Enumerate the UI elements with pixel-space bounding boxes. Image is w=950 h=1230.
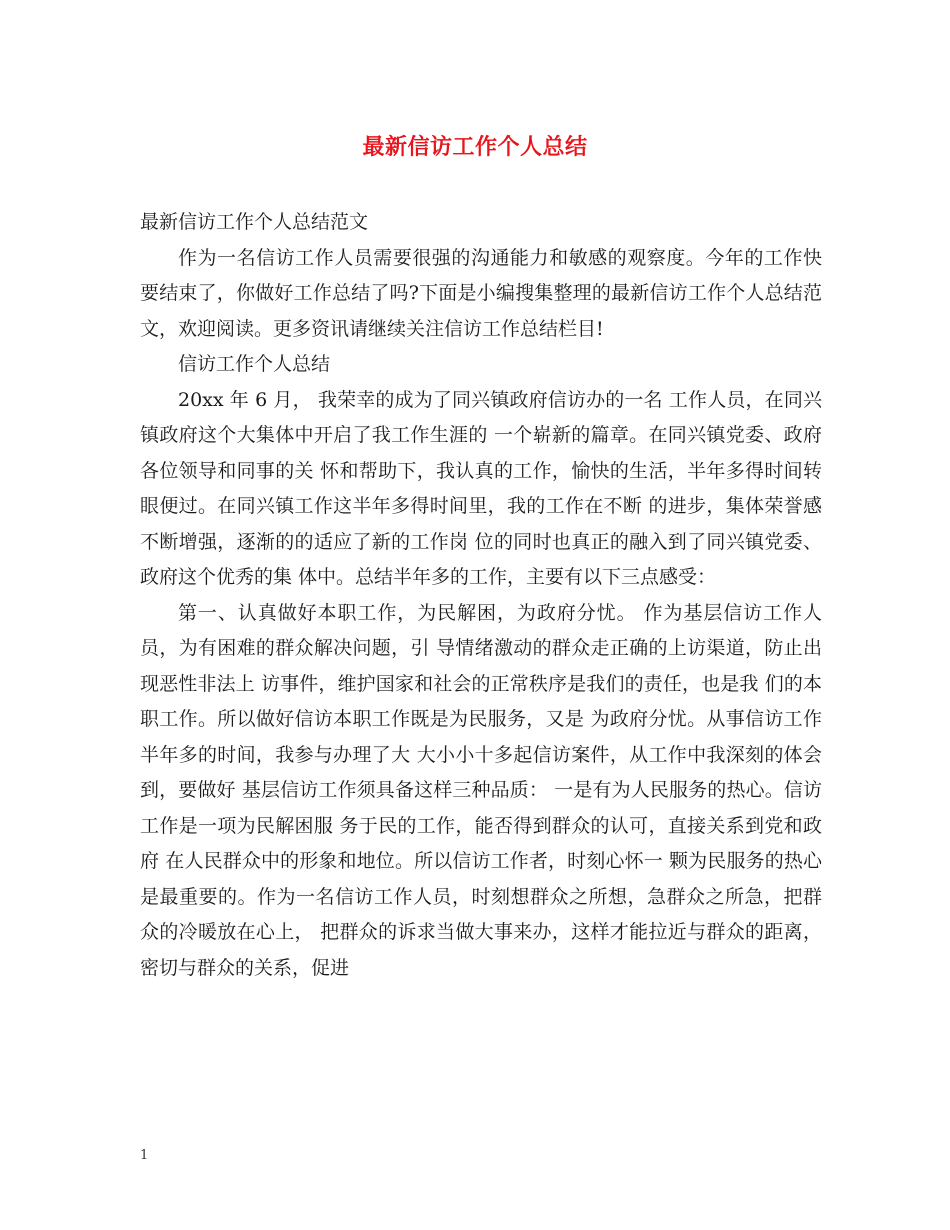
- page-number: 1: [140, 1148, 149, 1163]
- intro-paragraph: 作为一名信访工作人员需要很强的沟通能力和敏感的观察度。今年的工作快要结束了，你做好工作总结了吗?下面是小编搜集整理的最新信访工作个人总结范文，欢迎阅读。更多资讯请继续关注信访工作总结栏目!: [140, 246, 822, 340]
- section-heading: 信访工作个人总结: [178, 353, 331, 375]
- body-paragraph-1: 20xx 年 6 月， 我荣幸的成为了同兴镇政府信访办的一名 工作人员，在同兴镇政府这个大集体中开启了我工作生涯的 一个崭新的篇章。在同兴镇党委、政府各位领导和同事的关 怀和帮助下，我认真的工作，愉快的生活，半年多得时间转 眼便过。在同兴镇工作这半年多得时间里，我的工作在不断 的进步，集体荣誉感不断增强，逐渐的的适应了新的工作岗 位的同时也真正的融入到了同兴镇党委、政府这个优秀的集 体中。总结半年多的工作，主要有以下三点感受：: [140, 388, 822, 588]
- document-title: 最新信访工作个人总结: [362, 135, 588, 160]
- body-paragraph-2: 第一、认真做好本职工作，为民解困，为政府分忧。 作为基层信访工作人员，为有困难的群众解决问题，引 导情绪激动的群众走正确的上访渠道，防止出现恶性非法上 访事件，维护国家和社会的正常秩序是我们的责任，也是我 们的本职工作。所以做好信访本职工作既是为民服务，又是 为政府分忧。从事信访工作半年多的时间，我参与办理了大 大小小十多起信访案件，从工作中我深刻的体会到，要做好 基层信访工作须具备这样三种品质： 一是有为人民服务的热心。信访工作是一项为民解困服 务于民的工作，能否得到群众的认可，直接关系到党和政府 在人民群众中的形象和地位。所以信访工作者，时刻心怀一 颗为民服务的热心是最重要的。作为一名信访工作人员，时刻想群众之所想，急群众之所急，把群众的冷暖放在心上， 把群众的诉求当做大事来办，这样才能拉近与群众的距离， 密切与群众的关系，促进: [140, 601, 822, 979]
- document-body: [140, 205, 822, 986]
- subtitle-paragraph: 最新信访工作个人总结范文: [140, 211, 369, 233]
